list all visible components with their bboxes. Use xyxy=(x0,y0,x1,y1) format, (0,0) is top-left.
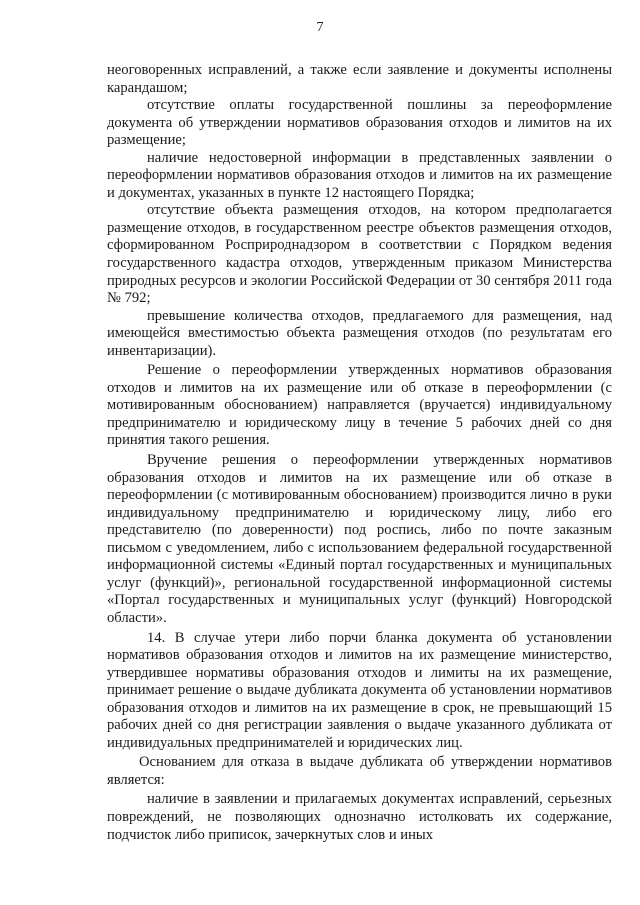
paragraph-delivery: Вручение решения о переоформлении утвержденных нормативов образования отходов и лимитов на их размещение или об отказе в переоформлении (с мотивированным обоснованием) производится лично в руки индивидуальному предпринимателю и юридическому лицу, либо его представителю (по доверенности) под роспись, либо по почте заказным письмом с уведомлением, либо с использованием федеральной государственной информационной системы «Единый портал государственных и муниципальных услуг (функций)», региональной государственной информационной системы «Портал государственных и муниципальных услуг (функций) Новгородской области». xyxy=(107,452,612,626)
paragraph-capacity-exceeded: превышение количества отходов, предлагаемого для размещения, над имеющейся вместимостью объекта размещения отходов (по результатам его инвентаризации). xyxy=(107,307,612,359)
paragraph-decision: Решение о переоформлении утвержденных нормативов образования отходов и лимитов на их размещение или об отказе в переоформлении (с мотивированным обоснованием) направляется (вручается) индивидуальному предпринимателю и юридическому лицу в течение 5 рабочих дней со дня принятия такого решения. xyxy=(107,362,612,449)
document-body xyxy=(107,62,612,844)
paragraph-no-disposal-site: отсутствие объекта размещения отходов, на котором предполагается размещение отходов, в государственном реестре объектов размещения отходов, сформированном Росприроднадзором в соответствии с Порядком ведения государственного кадастра отходов, утвержденным приказом Министерства природных ресурсов и экологии Российской Федерации от 30 сентября 2011 года № 792; xyxy=(107,202,612,307)
paragraph-refusal-grounds: Основанием для отказа в выдаче дубликата об утверждении нормативов является: xyxy=(107,754,612,788)
paragraph-continuation: неоговоренных исправлений, а также если заявление и документы исполнены карандашом; xyxy=(107,62,612,96)
page-number: 7 xyxy=(316,20,324,35)
paragraph-false-info: наличие недостоверной информации в представленных заявлении о переоформлении нормативов образования отходов и лимитов на их размещение и документах, указанных в пункте 12 настоящего Порядка; xyxy=(107,149,612,201)
paragraph-corrections: наличие в заявлении и прилагаемых документах исправлений, серьезных повреждений, не позволяющих однозначно истолковать их содержание, подчисток либо приписок, зачеркнутых слов и иных xyxy=(107,791,612,843)
paragraph-no-fee: отсутствие оплаты государственной пошлины за переоформление документа об утверждении нормативов образования отходов и лимитов на их размещение; xyxy=(107,97,612,149)
paragraph-item-14: 14. В случае утери либо порчи бланка документа об установлении нормативов образования отходов и лимитов на их размещение министерство, утвердившее нормативы образования отходов и лимиты на их размещение, принимает решение о выдаче дубликата документа об установлении нормативов образования отходов и лимитов на их размещение в срок, не превышающий 15 рабочих дней со дня регистрации заявления о выдаче указанного дубликата от индивидуальных предпринимателей и юридических лиц. xyxy=(107,629,612,751)
